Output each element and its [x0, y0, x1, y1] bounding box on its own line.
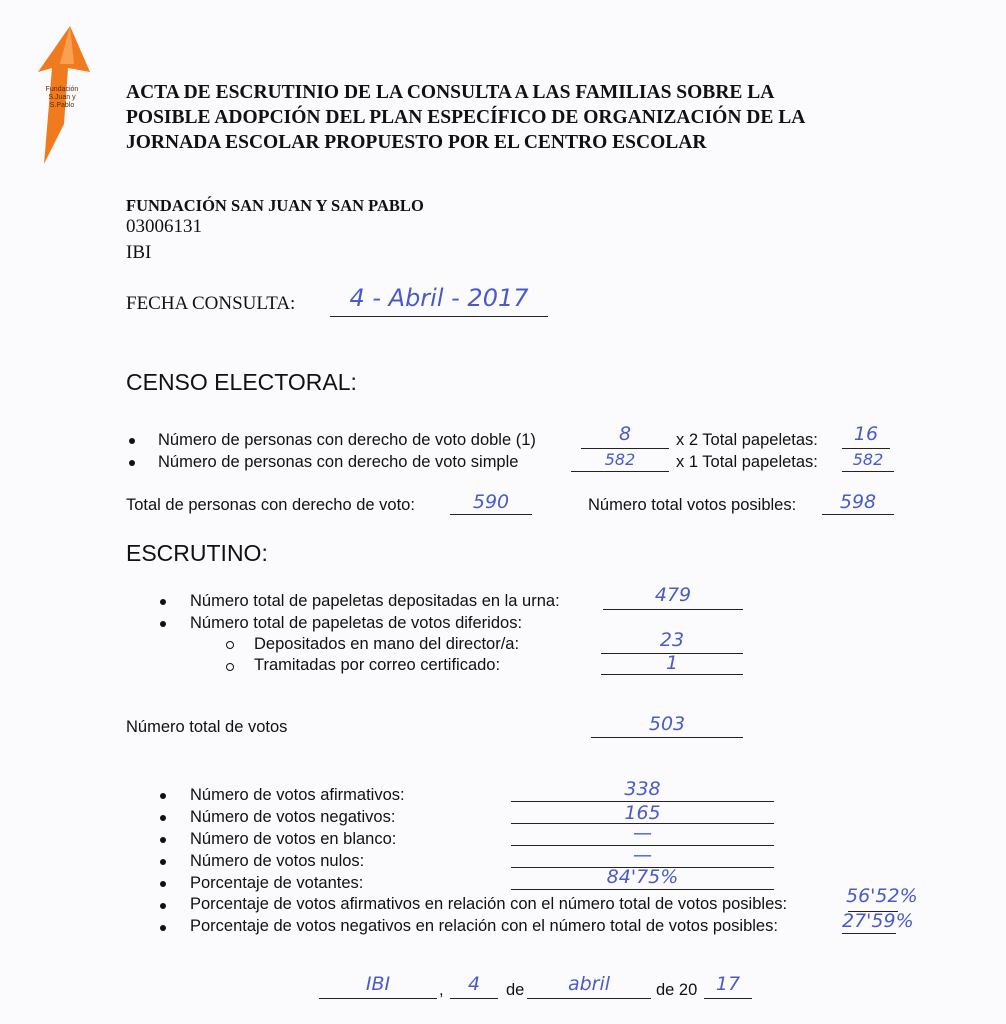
porcentaje-value: 84'75%: [606, 866, 679, 888]
urna-line: [603, 609, 743, 610]
title-line-1: ACTA DE ESCRUTINIO DE LA CONSULTA A LAS FAMILIAS SOBRE LA: [126, 82, 775, 103]
censo-heading: CENSO ELECTORAL:: [126, 369, 357, 395]
foundation-logo: [30, 24, 100, 169]
correo-value: 1: [665, 652, 679, 674]
logo-text-1: Fundación: [45, 86, 79, 93]
censo-double-line: [581, 448, 669, 449]
afirmativos-label: Número de votos afirmativos:: [190, 786, 405, 804]
pct-neg-line: [842, 933, 896, 934]
footer-month: abril: [567, 973, 611, 995]
censo-simple-total: 582: [852, 450, 884, 469]
negativos-label: Número de votos negativos:: [190, 808, 396, 826]
fecha-label: FECHA CONSULTA:: [126, 293, 296, 314]
censo-double-total: 16: [853, 423, 879, 445]
bullet-icon: [160, 859, 166, 865]
logo-text-2: S.Juan y: [48, 94, 76, 101]
urna-value: 479: [654, 584, 692, 606]
total-votos-line: [822, 514, 894, 515]
nulos-label: Número de votos nulos:: [190, 852, 365, 870]
censo-simple-value: 582: [604, 450, 636, 469]
school-name: FUNDACIÓN SAN JUAN Y SAN PABLO: [126, 196, 424, 215]
logo-text-3: S.Pablo: [49, 102, 75, 109]
director-value: 23: [659, 629, 685, 651]
school-town: IBI: [126, 242, 152, 263]
circle-bullet-icon: [226, 663, 234, 671]
footer-day: 4: [467, 973, 481, 995]
porcentaje-line: [511, 889, 774, 890]
censo-double-mult: x 2 Total papeletas:: [676, 431, 818, 449]
negativos-value: 165: [624, 802, 661, 824]
blanco-value: —: [633, 822, 652, 844]
footer-de-2: de 20: [656, 981, 698, 999]
footer-de-1: de: [506, 981, 525, 999]
fecha-line: [330, 316, 548, 317]
blanco-label: Número de votos en blanco:: [190, 830, 397, 848]
total-votos-value: 598: [839, 491, 877, 513]
bullet-icon: [129, 438, 135, 444]
censo-double-total-line: [842, 448, 890, 449]
censo-simple-total-line: [842, 471, 894, 472]
total-personas-line: [450, 514, 532, 515]
total-personas-value: 590: [472, 491, 510, 513]
censo-double-value: 8: [618, 423, 632, 445]
correo-line: [601, 674, 743, 675]
censo-simple-label: Número de personas con derecho de voto simple: [158, 453, 519, 471]
title-line-3: JORNADA ESCOLAR PROPUESTO POR EL CENTRO ESCOLAR: [126, 132, 707, 153]
pct-neg-label: Porcentaje de votos negativos en relación con el número total de votos posibles:: [190, 917, 778, 935]
censo-simple-line: [571, 471, 669, 472]
footer-sep: ,: [439, 981, 444, 999]
bullet-icon: [129, 460, 135, 466]
pct-afirm-label: Porcentaje de votos afirmativos en relación con el número total de votos posibles:: [190, 895, 788, 913]
porcentaje-label: Porcentaje de votantes:: [190, 874, 364, 892]
total-votos-label: Número total votos posibles:: [588, 496, 797, 514]
correo-label: Tramitadas por correo certificado:: [254, 656, 501, 674]
escrutinio-heading: ESCRUTINO:: [126, 540, 268, 566]
footer-day-line: [450, 998, 498, 999]
document-title: [126, 80, 926, 155]
censo-simple-mult: x 1 Total papeletas:: [676, 453, 818, 471]
diferidos-label: Número total de papeletas de votos diferidos:: [190, 614, 523, 632]
total-votos-value: 503: [648, 713, 686, 735]
total-votos-line: [591, 737, 743, 738]
bullet-icon: [160, 621, 166, 627]
footer-year-line: [704, 998, 752, 999]
urna-label: Número total de papeletas depositadas en la urna:: [190, 592, 560, 610]
title-line-2: POSIBLE ADOPCIÓN DEL PLAN ESPECÍFICO DE ORGANIZACIÓN DE LA: [126, 107, 806, 128]
school-code: 03006131: [126, 216, 202, 237]
footer-place: IBI: [365, 973, 391, 995]
circle-bullet-icon: [226, 641, 234, 649]
pct-afirm-value: 56'52%: [846, 885, 918, 907]
bullet-icon: [160, 793, 166, 799]
total-personas-label: Total de personas con derecho de voto:: [126, 496, 415, 514]
fecha-value: 4 - Abril - 2017: [349, 284, 529, 312]
director-label: Depositados en mano del director/a:: [254, 635, 520, 653]
pct-neg-value: 27'59%: [842, 910, 914, 932]
footer-place-line: [319, 998, 437, 999]
censo-double-label: Número de personas con derecho de voto doble (1): [158, 431, 536, 449]
afirmativos-value: 338: [624, 778, 661, 800]
bullet-icon: [160, 599, 166, 605]
footer-year: 17: [715, 973, 741, 995]
bullet-icon: [160, 881, 166, 887]
nulos-value: —: [633, 844, 652, 866]
footer-month-line: [527, 998, 651, 999]
bullet-icon: [160, 815, 166, 821]
bullet-icon: [160, 837, 166, 843]
bullet-icon: [160, 903, 166, 909]
total-votos-label: Número total de votos: [126, 718, 288, 736]
bullet-icon: [160, 925, 166, 931]
